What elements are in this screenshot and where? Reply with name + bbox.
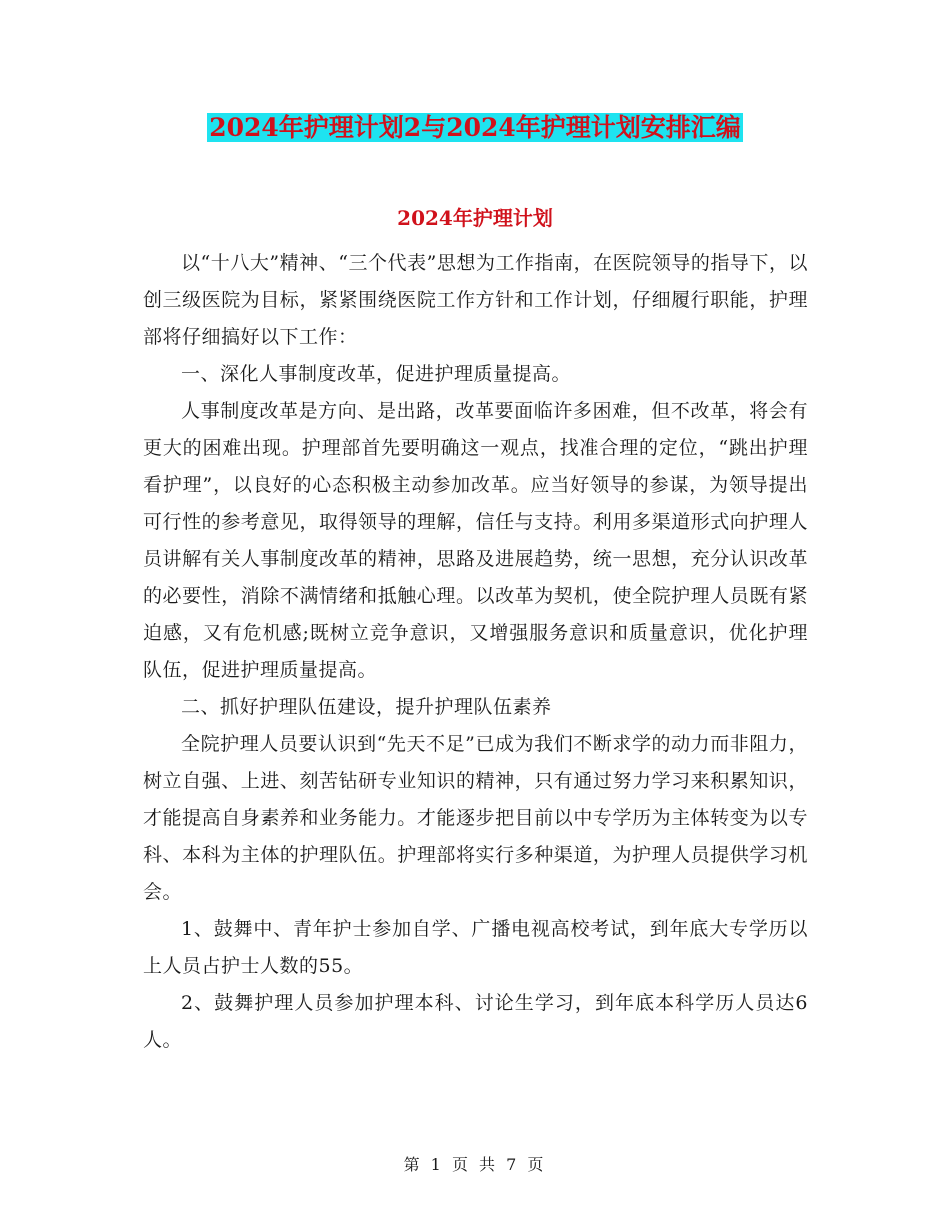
paragraph-item-1: 1、鼓舞中、青年护士参加自学、广播电视高校考试，到年底大专学历以上人员占护士人数的55。: [143, 918, 808, 977]
paragraph-reform: 人事制度改革是方向、是出路，改革要面临许多困难，但不改革，将会有更大的困难出现。护理部首先要明确这一观点，找准合理的定位，“跳出护理看护理”，以良好的心态积极主动参加改革。应当好领导的参谋，为领导提出可行性的参考意见，取得领导的理解，信任与支持。利用多渠道形式向护理人员讲解有关人事制度改革的精神，思路及进展趋势，统一思想，充分认识改革的必要性，消除不满情绪和抵触心理。以改革为契机，使全院护理人员既有紧迫感，又有危机感;既树立竞争意识，又增强服务意识和质量意识，优化护理队伍，促进护理质量提高。: [143, 400, 808, 681]
document-body: [143, 245, 808, 1059]
paragraph-item-2: 2、鼓舞护理人员参加护理本科、讨论生学习，到年底本科学历人员达6人。: [143, 992, 808, 1051]
paragraph-heading-2: 二、抓好护理队伍建设，提升护理队伍素养: [181, 696, 552, 718]
section-heading: 2024年护理计划: [397, 206, 553, 230]
document-title-text: 2024年护理计划2与2024年护理计划安排汇编: [209, 113, 741, 142]
paragraph-team: 全院护理人员要认识到“先天不足”已成为我们不断求学的动力而非阻力，树立自强、上进、刻苦钻研专业知识的精神，只有通过努力学习来积累知识，才能提高自身素养和业务能力。才能逐步把目前以中专学历为主体转变为以专科、本科为主体的护理队伍。护理部将实行多种渠道，为护理人员提供学习机会。: [143, 733, 808, 903]
document-title: [0, 108, 950, 148]
page-footer: 第 1 页 共 7 页: [403, 1155, 547, 1174]
paragraph-intro: 以“十八大”精神、“三个代表”思想为工作指南，在医院领导的指导下，以创三级医院为目标，紧紧围绕医院工作方针和工作计划，仔细履行职能，护理部将仔细搞好以下工作：: [143, 252, 808, 348]
paragraph-heading-1: 一、深化人事制度改革，促进护理质量提高。: [181, 363, 572, 385]
